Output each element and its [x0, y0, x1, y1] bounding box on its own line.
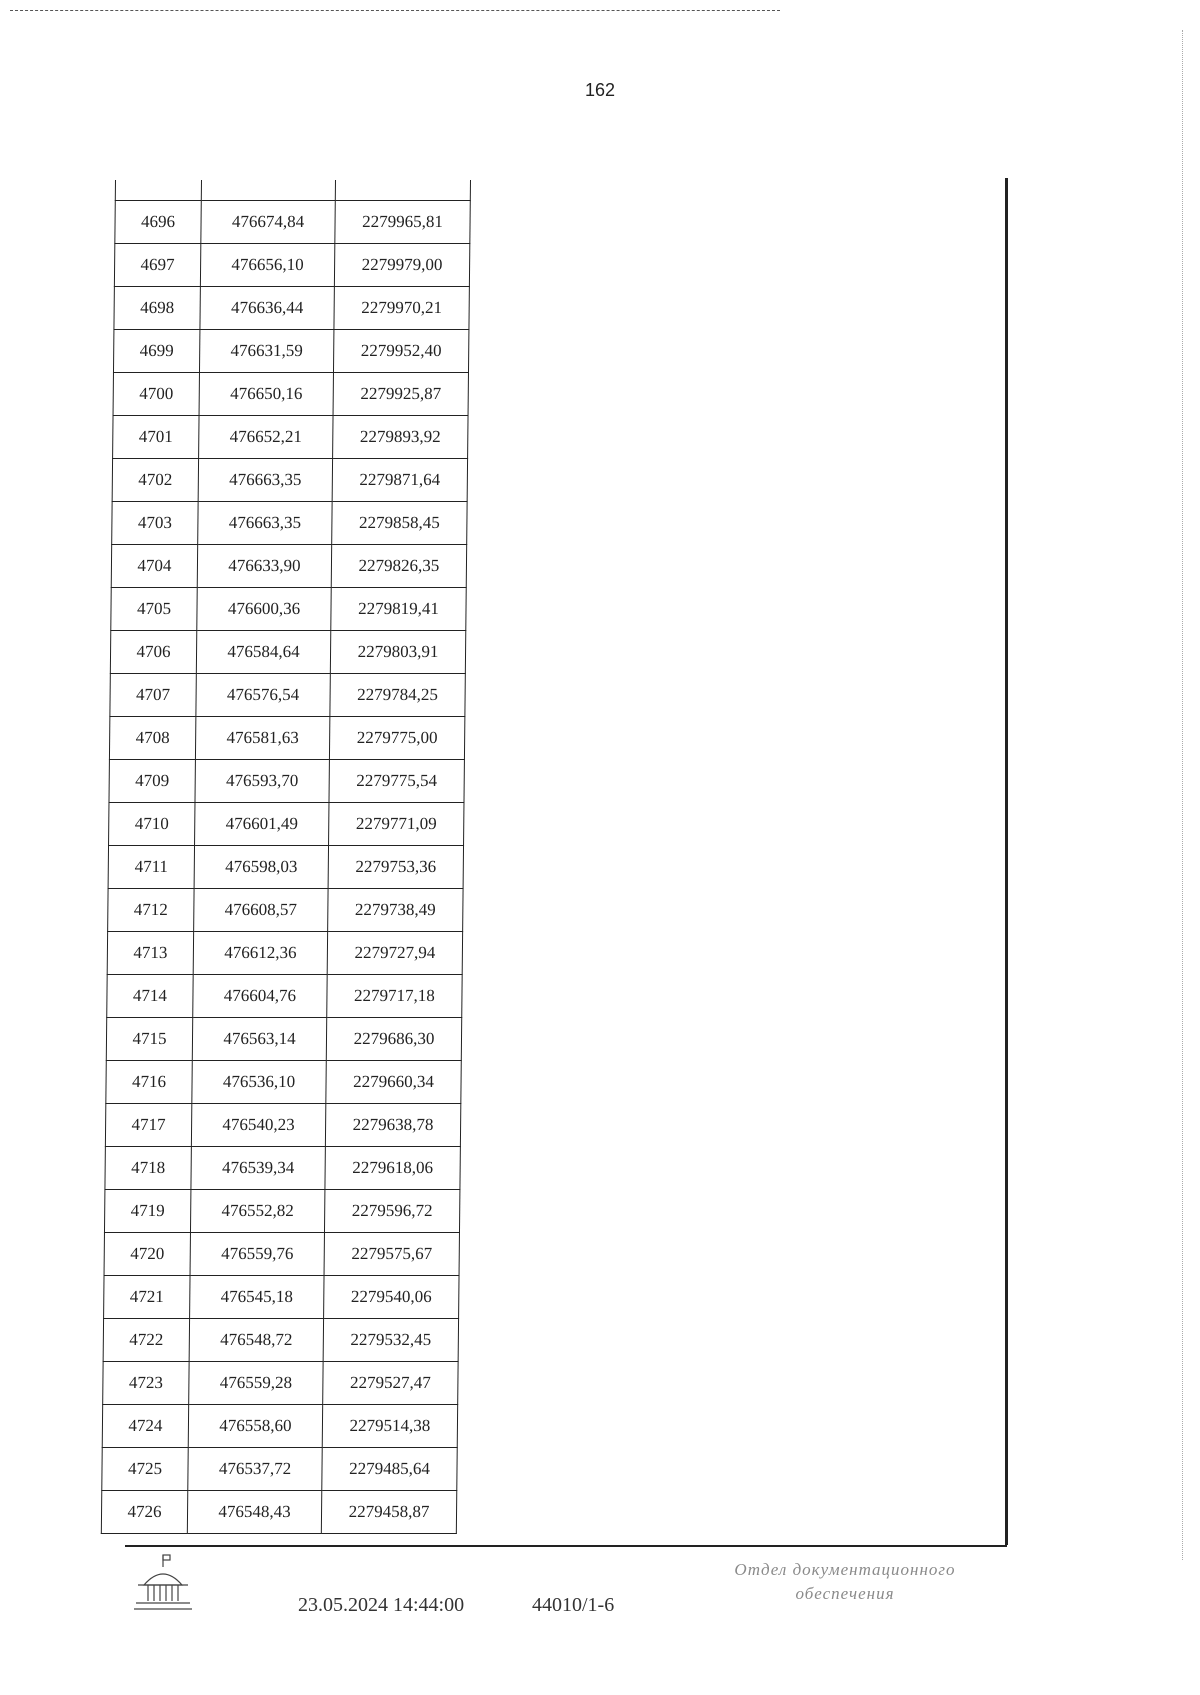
- x-coordinate-cell: 476650,16: [199, 373, 333, 416]
- y-coordinate-cell: 2279952,40: [333, 330, 468, 373]
- x-coordinate-cell: 476633,90: [197, 545, 331, 588]
- y-coordinate-cell: 2279458,87: [321, 1491, 456, 1534]
- point-number-cell: 4725: [102, 1448, 188, 1491]
- y-coordinate-cell: 2279660,34: [326, 1061, 461, 1104]
- duma-building-seal-icon: [130, 1553, 196, 1615]
- y-coordinate-cell: 2279575,67: [324, 1233, 459, 1276]
- y-coordinate-cell: 2279540,06: [324, 1276, 459, 1319]
- footer-timestamp: 23.05.2024 14:44:00: [298, 1594, 465, 1616]
- y-coordinate-cell: 2279686,30: [326, 1018, 461, 1061]
- table-row: [109, 760, 464, 803]
- table-row: [105, 1147, 460, 1190]
- point-number-cell: 4697: [114, 244, 200, 287]
- point-number-cell: 4696: [115, 201, 201, 244]
- point-number-cell: 4707: [110, 674, 196, 717]
- point-number-cell: 4706: [110, 631, 196, 674]
- x-coordinate-cell: 476558,60: [188, 1405, 322, 1448]
- x-coordinate-cell: 476584,64: [196, 631, 330, 674]
- table-row: [101, 1491, 456, 1534]
- x-coordinate-cell: 476581,63: [195, 717, 329, 760]
- point-number-cell: 4700: [113, 373, 199, 416]
- x-coordinate-cell: 476559,28: [189, 1362, 323, 1405]
- x-coordinate-cell: 476601,49: [195, 803, 329, 846]
- x-coordinate-cell: 476663,35: [198, 459, 332, 502]
- x-coordinate-cell: 476545,18: [190, 1276, 324, 1319]
- y-coordinate-cell: 2279618,06: [325, 1147, 460, 1190]
- table-row: [114, 287, 469, 330]
- scan-artifact-top-line: [10, 10, 780, 11]
- table-row: [110, 631, 465, 674]
- table-row: [108, 846, 463, 889]
- x-coordinate-cell: 476540,23: [191, 1104, 325, 1147]
- y-coordinate-cell: 2279784,25: [330, 674, 465, 717]
- point-number-cell: 4709: [109, 760, 195, 803]
- table-row: [112, 502, 467, 545]
- y-coordinate-cell: 2279925,87: [333, 373, 468, 416]
- table-row: [114, 244, 469, 287]
- x-coordinate-cell: 476652,21: [199, 416, 333, 459]
- point-number-cell: 4715: [106, 1018, 192, 1061]
- point-number-cell: 4708: [109, 717, 195, 760]
- table-row: [113, 373, 468, 416]
- point-number-cell: 4723: [103, 1362, 189, 1405]
- header-cell-x: [201, 180, 335, 201]
- table-row: [111, 545, 466, 588]
- point-number-cell: 4710: [109, 803, 195, 846]
- table-row: [109, 803, 464, 846]
- frame-bottom-border: [125, 1545, 1007, 1547]
- x-coordinate-cell: 476548,72: [189, 1319, 323, 1362]
- stamp-line-2: обеспечения: [795, 1584, 895, 1603]
- point-number-cell: 4712: [108, 889, 194, 932]
- y-coordinate-cell: 2279753,36: [328, 846, 463, 889]
- table-row: [108, 889, 463, 932]
- point-number-cell: 4714: [107, 975, 193, 1018]
- x-coordinate-cell: 476593,70: [195, 760, 329, 803]
- y-coordinate-cell: 2279717,18: [327, 975, 462, 1018]
- point-number-cell: 4722: [103, 1319, 189, 1362]
- point-number-cell: 4720: [104, 1233, 190, 1276]
- x-coordinate-cell: 476548,43: [187, 1491, 321, 1534]
- y-coordinate-cell: 2279893,92: [333, 416, 468, 459]
- x-coordinate-cell: 476598,03: [194, 846, 328, 889]
- point-number-cell: 4718: [105, 1147, 191, 1190]
- x-coordinate-cell: 476563,14: [192, 1018, 326, 1061]
- x-coordinate-cell: 476612,36: [193, 932, 327, 975]
- table-row: [112, 459, 467, 502]
- point-number-cell: 4721: [104, 1276, 190, 1319]
- point-number-cell: 4724: [102, 1405, 188, 1448]
- header-cell-y: [335, 180, 470, 201]
- page-number: 162: [584, 80, 616, 100]
- x-coordinate-cell: 476674,84: [201, 201, 335, 244]
- point-number-cell: 4705: [111, 588, 197, 631]
- y-coordinate-cell: 2279819,41: [331, 588, 466, 631]
- table-row: [107, 932, 462, 975]
- table-row: [104, 1233, 459, 1276]
- y-coordinate-cell: 2279727,94: [327, 932, 462, 975]
- table-header-continuation: [115, 180, 470, 201]
- table-row: [106, 1018, 461, 1061]
- y-coordinate-cell: 2279638,78: [325, 1104, 460, 1147]
- point-number-cell: 4717: [105, 1104, 191, 1147]
- x-coordinate-cell: 476539,34: [191, 1147, 325, 1190]
- point-number-cell: 4716: [106, 1061, 192, 1104]
- x-coordinate-cell: 476604,76: [193, 975, 327, 1018]
- point-number-cell: 4698: [114, 287, 200, 330]
- y-coordinate-cell: 2279775,54: [329, 760, 464, 803]
- stamp-line-1: Отдел документационного: [734, 1560, 956, 1579]
- point-number-cell: 4701: [113, 416, 199, 459]
- y-coordinate-cell: 2279979,00: [334, 244, 469, 287]
- point-number-cell: 4713: [107, 932, 193, 975]
- point-number-cell: 4726: [101, 1491, 187, 1534]
- table-row: [109, 717, 464, 760]
- point-number-cell: 4702: [112, 459, 198, 502]
- y-coordinate-cell: 2279771,09: [329, 803, 464, 846]
- x-coordinate-cell: 476576,54: [196, 674, 330, 717]
- y-coordinate-cell: 2279858,45: [332, 502, 467, 545]
- frame-right-border: [1005, 178, 1008, 1545]
- table-row: [102, 1448, 457, 1491]
- x-coordinate-cell: 476536,10: [192, 1061, 326, 1104]
- coordinates-table-container: [101, 180, 471, 1534]
- y-coordinate-cell: 2279738,49: [328, 889, 463, 932]
- table-row: [107, 975, 462, 1018]
- x-coordinate-cell: 476559,76: [190, 1233, 324, 1276]
- y-coordinate-cell: 2279970,21: [334, 287, 469, 330]
- coordinates-table: [101, 180, 471, 1534]
- table-row: [104, 1190, 459, 1233]
- y-coordinate-cell: 2279803,91: [330, 631, 465, 674]
- table-row: [103, 1362, 458, 1405]
- point-number-cell: 4704: [111, 545, 197, 588]
- scan-artifact-right-edge: [1182, 30, 1183, 1560]
- table-row: [102, 1405, 457, 1448]
- point-number-cell: 4719: [104, 1190, 190, 1233]
- y-coordinate-cell: 2279527,47: [323, 1362, 458, 1405]
- x-coordinate-cell: 476537,72: [188, 1448, 322, 1491]
- header-cell-number: [115, 180, 201, 201]
- x-coordinate-cell: 476552,82: [190, 1190, 324, 1233]
- x-coordinate-cell: 476663,35: [198, 502, 332, 545]
- table-row: [113, 416, 468, 459]
- footer-document-code: 44010/1-6: [532, 1594, 615, 1616]
- y-coordinate-cell: 2279775,00: [329, 717, 464, 760]
- table-row: [104, 1276, 459, 1319]
- table-row: [105, 1104, 460, 1147]
- y-coordinate-cell: 2279596,72: [324, 1190, 459, 1233]
- table-row: [115, 201, 470, 244]
- y-coordinate-cell: 2279514,38: [322, 1405, 457, 1448]
- point-number-cell: 4711: [108, 846, 194, 889]
- y-coordinate-cell: 2279485,64: [322, 1448, 457, 1491]
- x-coordinate-cell: 476631,59: [199, 330, 333, 373]
- table-row: [110, 674, 465, 717]
- table-row: [111, 588, 466, 631]
- table-row: [103, 1319, 458, 1362]
- department-stamp: [700, 1558, 990, 1606]
- table-row: [113, 330, 468, 373]
- y-coordinate-cell: 2279965,81: [335, 201, 470, 244]
- point-number-cell: 4699: [113, 330, 199, 373]
- x-coordinate-cell: 476636,44: [200, 287, 334, 330]
- y-coordinate-cell: 2279871,64: [332, 459, 467, 502]
- x-coordinate-cell: 476608,57: [194, 889, 328, 932]
- x-coordinate-cell: 476600,36: [197, 588, 331, 631]
- point-number-cell: 4703: [112, 502, 198, 545]
- x-coordinate-cell: 476656,10: [200, 244, 334, 287]
- y-coordinate-cell: 2279532,45: [323, 1319, 458, 1362]
- y-coordinate-cell: 2279826,35: [331, 545, 466, 588]
- table-row: [106, 1061, 461, 1104]
